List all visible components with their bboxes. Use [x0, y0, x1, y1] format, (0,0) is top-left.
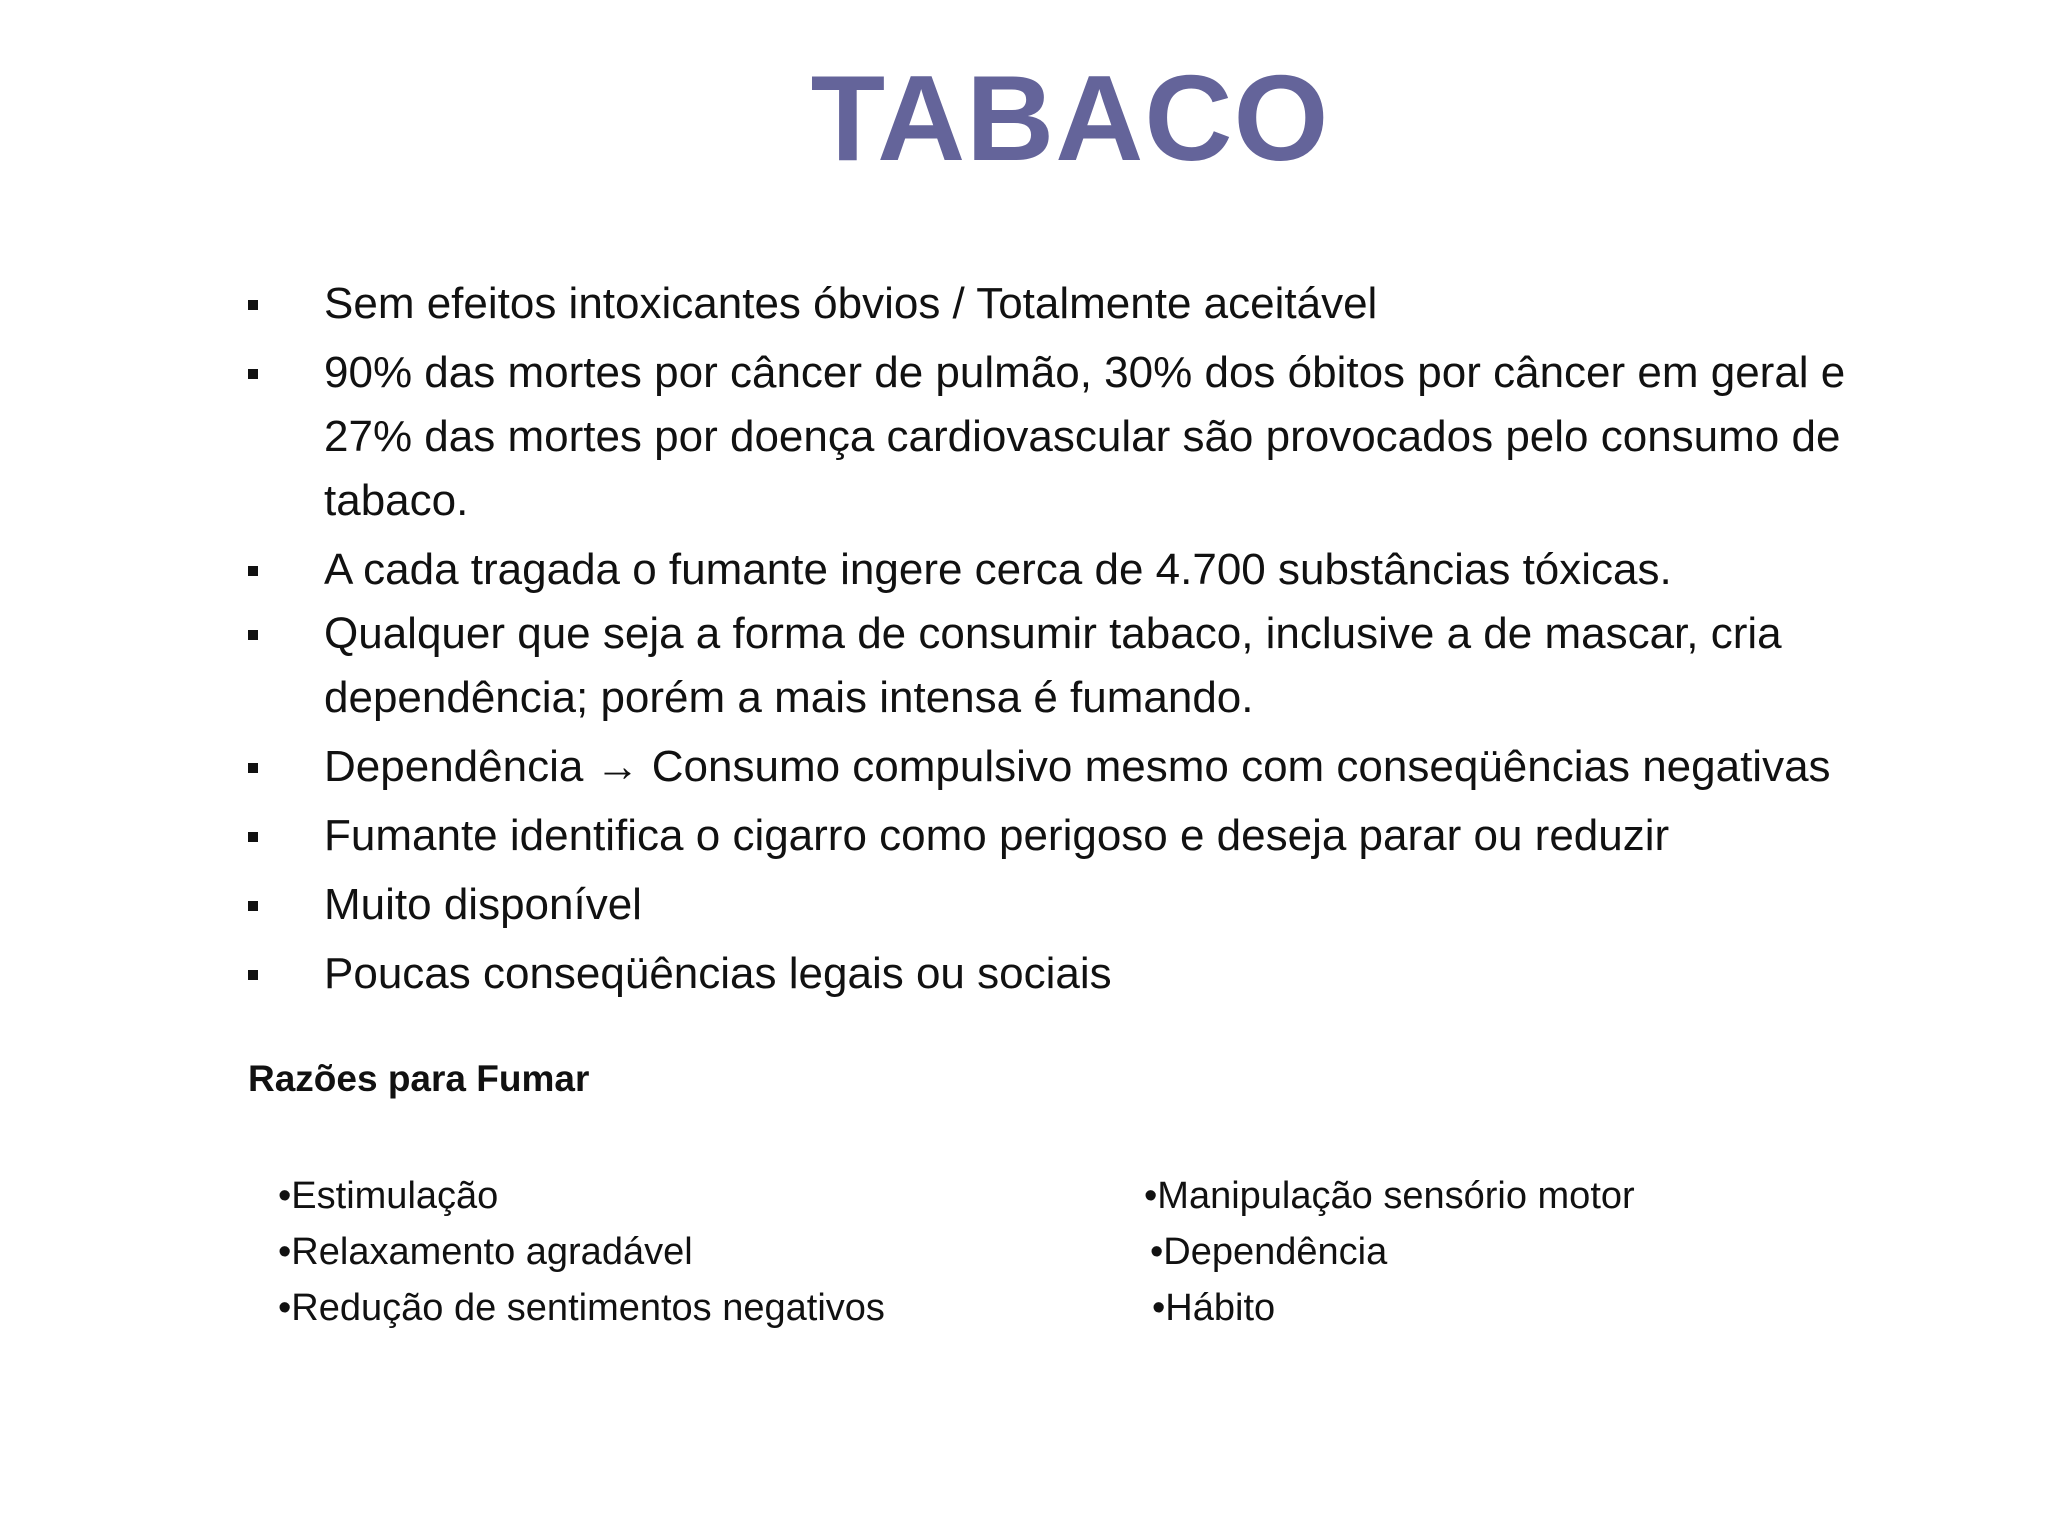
bullet-item [248, 272, 1938, 336]
square-bullet-icon [248, 369, 258, 379]
square-bullet-icon [248, 970, 258, 980]
square-bullet-icon [248, 901, 258, 911]
bullet-text: Qualquer que seja a forma de consumir tabaco, inclusive a de mascar, cria dependência; porém a mais intensa é fumando. [324, 609, 1782, 722]
bullet-item [248, 602, 1938, 730]
bullet-text: Sem efeitos intoxicantes óbvios / Totalmente aceitável [324, 279, 1378, 328]
reason-item: •Hábito [1152, 1287, 1276, 1329]
bullet-text: 90% das mortes por câncer de pulmão, 30% dos óbitos por câncer em geral e 27% das mortes por doença cardiovascular são provocados pelo consumo de tabaco. [324, 348, 1846, 525]
reasons-list-right [1144, 1168, 1635, 1336]
square-bullet-icon [248, 300, 258, 310]
bullet-item [248, 873, 1938, 937]
square-bullet-icon [248, 630, 258, 640]
bullet-item [248, 942, 1938, 1006]
square-bullet-icon [248, 832, 258, 842]
reason-item: •Manipulação sensório motor [1144, 1175, 1635, 1217]
reason-item: •Redução de sentimentos negativos [278, 1287, 885, 1329]
bullet-item [248, 735, 1938, 799]
reason-item: •Relaxamento agradável [278, 1231, 693, 1273]
square-bullet-icon [248, 763, 258, 773]
slide-title: TABACO [810, 50, 1330, 186]
bullet-item [248, 341, 1938, 533]
bullet-text: Dependência → Consumo compulsivo mesmo com conseqüências negativas [324, 742, 1831, 791]
bullet-list [248, 272, 1938, 1011]
reasons-list-left [278, 1168, 885, 1336]
reasons-heading: Razões para Fumar [248, 1058, 590, 1099]
reason-item: •Dependência [1150, 1231, 1388, 1273]
bullet-item [248, 538, 1938, 602]
reason-item: •Estimulação [278, 1175, 499, 1217]
bullet-text: Fumante identifica o cigarro como perigoso e deseja parar ou reduzir [324, 811, 1670, 860]
bullet-text: A cada tragada o fumante ingere cerca de 4.700 substâncias tóxicas. [324, 545, 1672, 594]
bullet-item [248, 804, 1938, 868]
bullet-text: Muito disponível [324, 880, 642, 929]
bullet-text: Poucas conseqüências legais ou sociais [324, 949, 1112, 998]
square-bullet-icon [248, 566, 258, 576]
